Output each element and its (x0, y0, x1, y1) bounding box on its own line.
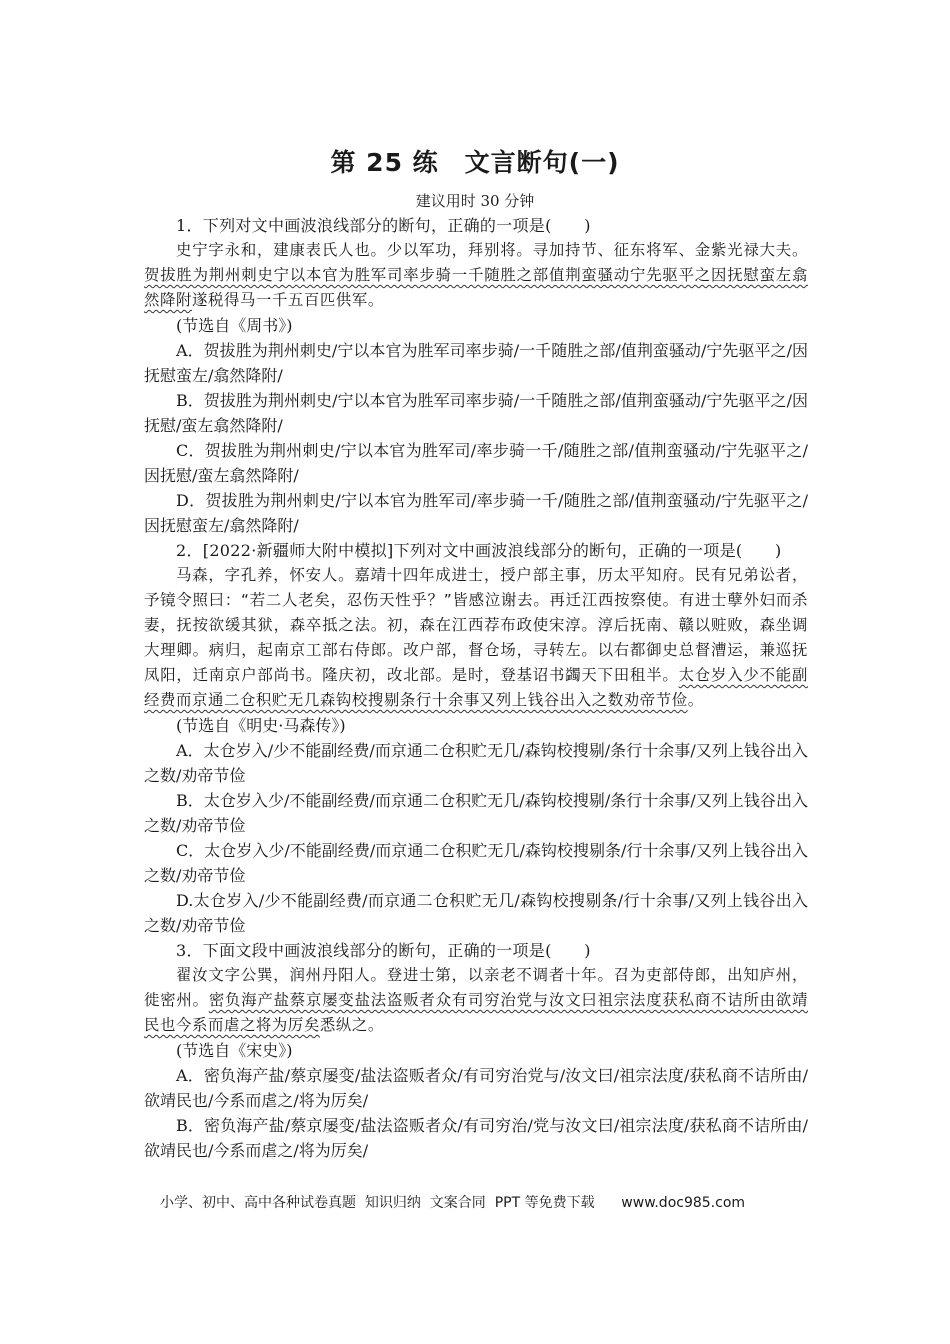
question-2-passage (144, 563, 808, 713)
passage-text: 马森，字孔养，怀安人。嘉靖十四年成进士，授户部主事，历太平知府。民有兄弟讼者，予镜令照曰：“若二人老矣，忍伤天性乎？”皆感泣谢去。再迁江西按察使。有进士孽外妇而杀妻，抚按欲缓其狱，森卒抵之法。初，森在江西荐布政使宋淳。淳后抚南、赣以赃败，森坐调大理卿。病归，起南京工部右侍郎。改户部，督仓场，寻转左。以右都御史总督漕运，兼巡抚凤阳，迁南京户部尚书。隆庆初，改北部。是时，登基诏书蠲天下田租半。 (144, 566, 808, 684)
question-3-stem: 3．下面文段中画波浪线部分的断句，正确的一项是( ) (176, 941, 591, 960)
question-3-option-b: B．密负海产盐/蔡京屡变/盐法盗贩者众/有司穷治/党与汝文曰/祖宗法度/获私商不诘所由/欲靖民也/今系而虐之/将为厉矣/ (144, 1116, 808, 1160)
passage-text: 翟汝文字公巽，润州丹阳人。登进士第，以亲老不调者十年。召为吏部侍郎，出知庐州，徙密州。 (144, 966, 808, 1009)
question-2-stem: 2．[2022·新疆师大附中模拟]下列对文中画波浪线部分的断句，正确的一项是( ) (176, 541, 782, 560)
question-2-option-c: C．太仓岁入少/不能副经费/而京通二仓积贮无几/森钩校搜剔条/行十余事/又列上钱谷出入之数/劝帝节俭 (144, 841, 808, 885)
question-1-passage (144, 238, 808, 313)
page-title: 第 25 练 文言断句(一) (330, 148, 620, 177)
wavy-underlined-text: 太仓岁入少不能副经费而京通二仓积贮无几森钩校搜剔条行十余事又列上钱谷出入之数劝帝节俭 (144, 666, 808, 709)
question-3-option-a: A．密负海产盐/蔡京屡变/盐法盗贩者众/有司穷治党与/汝文曰/祖宗法度/获私商不诘所由/欲靖民也/今系而虐之/将为厉矣/ (144, 1066, 808, 1110)
passage-text: 悉纵之。 (319, 1016, 384, 1034)
question-1-option-a: A．贺拔胜为荆州刺史/宁以本官为胜军司率步骑/一千随胜之部/值荆蛮骚动/宁先驱平之/因抚慰蛮左/翕然降附/ (144, 341, 808, 385)
passage-text: 遂税得马一千五百匹供军。 (191, 291, 384, 309)
question-1-option-d: D．贺拔胜为荆州刺史/宁以本官为胜军司/率步骑一千/随胜之部/值荆蛮骚动/宁先驱平之/因抚慰蛮左/翕然降附/ (144, 491, 808, 535)
document-body (144, 213, 808, 1163)
wavy-underlined-text: 贺拔胜为荆州刺史宁以本官为胜军司率步骑一千随胜之部值荆蛮骚动宁先驱平之因抚慰蛮左翕然降附 (144, 266, 808, 309)
question-3-passage (144, 963, 808, 1038)
question-1-source: (节选自《周书》) (176, 316, 293, 335)
question-1-stem: 1．下列对文中画波浪线部分的断句，正确的一项是( ) (176, 216, 591, 235)
question-2-source: (节选自《明史·马森传》) (176, 716, 346, 735)
wavy-underlined-text: 密负海产盐蔡京屡变盐法盗贩者众有司穷治党与汝文曰祖宗法度获私商不诘所由欲靖民也今系而虐之将为厉矣 (144, 991, 809, 1034)
question-2-option-d: D.太仓岁入/少不能副经费/而京通二仓积贮无几/森钩校搜剔条/行十余事/又列上钱谷出入之数/劝帝节俭 (144, 891, 808, 935)
question-3-source: (节选自《宋史》) (176, 1041, 293, 1060)
passage-text: 史宁字永和，建康表氏人也。少以军功，拜别将。寻加持节、征东将军、金紫光禄大夫。 (176, 241, 808, 259)
question-2-option-a: A．太仓岁入/少不能副经费/而京通二仓积贮无几/森钩校搜剔/条行十余事/又列上钱谷出入之数/劝帝节俭 (144, 741, 808, 785)
page-subtitle: 建议用时 30 分钟 (415, 192, 535, 210)
question-1-option-b: B．贺拔胜为荆州刺史/宁以本官为胜军司率步骑/一千随胜之部/值荆蛮骚动/宁先驱平之/因抚慰/蛮左翕然降附/ (144, 391, 808, 435)
question-1-option-c: C．贺拔胜为荆州刺史/宁以本官为胜军司/率步骑一千/随胜之部/值荆蛮骚动/宁先驱平之/因抚慰/蛮左翕然降附/ (144, 441, 808, 485)
question-2-option-b: B．太仓岁入少/不能副经费/而京通二仓积贮无几/森钩校搜剔/条行十余事/又列上钱谷出入之数/劝帝节俭 (144, 791, 808, 835)
page-footer: 小学、初中、高中各种试卷真题 知识归纳 文案合同 PPT 等免费下载 www.doc985.com (160, 1195, 746, 1211)
passage-text: 。 (687, 691, 704, 709)
